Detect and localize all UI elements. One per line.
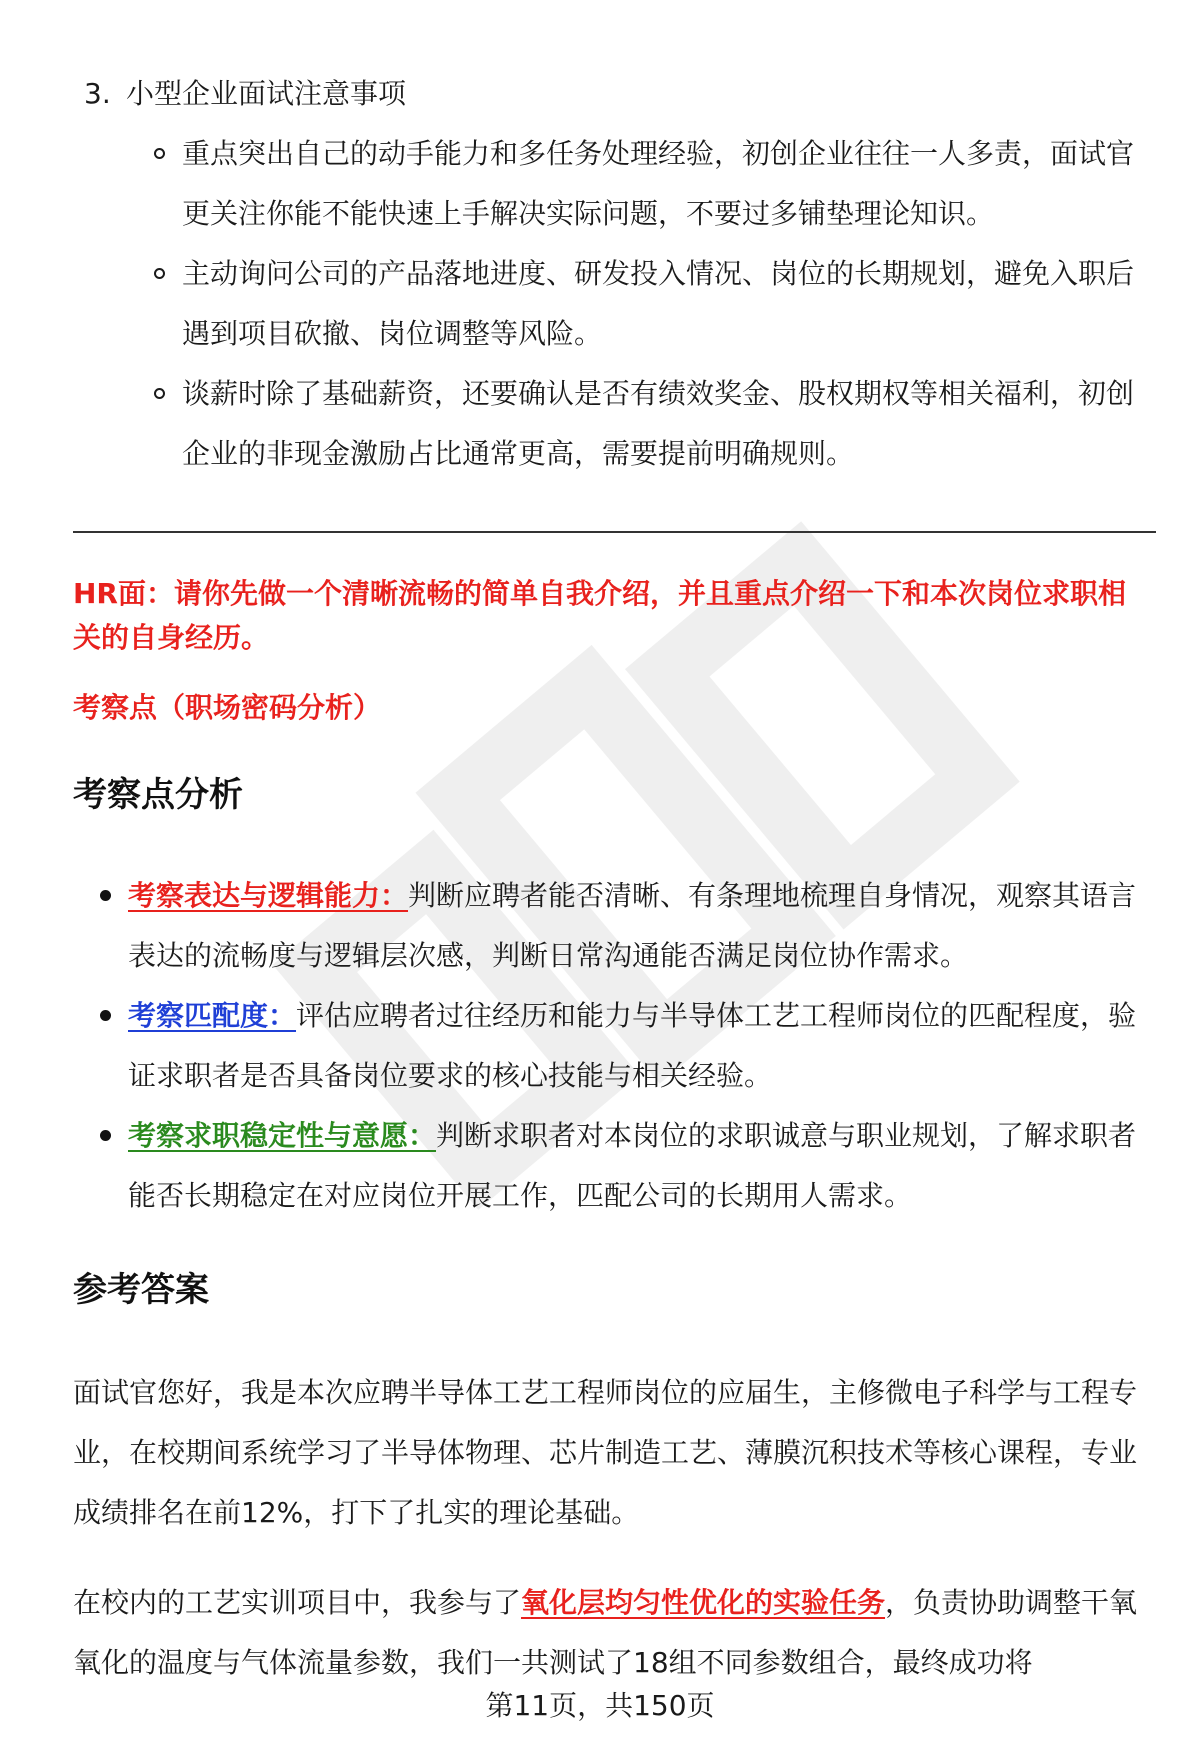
circle-bullet-icon (154, 268, 165, 279)
interview-question: HR面：请你先做一个清晰流畅的简单自我介绍，并且重点介绍一下和本次岗位求职相关的自身经历。 (73, 577, 1126, 654)
bullet-icon (100, 890, 111, 901)
list-item: 考察表达与逻辑能力：判断应聘者能否清晰、有条理地梳理自身情况，观察其语言表达的流畅度与逻辑层次感，判断日常沟通能否满足岗位协作需求。 (96, 866, 1156, 986)
divider (73, 531, 1156, 533)
section-title: 小型企业面试注意事项 (126, 77, 407, 110)
answer-paragraph-2: 在校内的工艺实训项目中，我参与了氧化层均匀性优化的实验任务，负责协助调整干氧氧化的温度与气体流量参数，我们一共测试了18组不同参数组合，最终成功将 (73, 1586, 1138, 1679)
bullet-icon (100, 1130, 111, 1141)
list-item: 重点突出自己的动手能力和多任务处理经验，初创企业往往一人多责，面试官更关注你能不能快速上手解决实际问题，不要过多铺垫理论知识。 (150, 124, 1140, 244)
answer-heading: 参考答案 (73, 1270, 209, 1310)
answer-paragraph-1: 面试官您好，我是本次应聘半导体工艺工程师岗位的应届生，主修微电子科学与工程专业，在校期间系统学习了半导体物理、芯片制造工艺、薄膜沉积技术等核心课程，专业成绩排名在前12%，打下了扎实的理论基础。 (73, 1376, 1138, 1529)
page-footer: 第11页，共150页 (485, 1689, 715, 1722)
section-3-heading (84, 72, 406, 116)
analysis-keyword: 考察表达与逻辑能力： (128, 879, 409, 912)
list-item: 考察匹配度：评估应聘者过往经历和能力与半导体工艺工程师岗位的匹配程度，验证求职者是否具备岗位要求的核心技能与相关经验。 (96, 986, 1156, 1106)
circle-bullet-icon (154, 388, 165, 399)
analysis-keyword: 考察求职稳定性与意愿： (128, 1119, 437, 1152)
analysis-keyword: 考察匹配度： (128, 999, 297, 1032)
analysis-list (96, 866, 1156, 1226)
tips-list (150, 124, 1140, 484)
list-item: 谈薪时除了基础薪资，还要确认是否有绩效奖金、股权期权等相关福利，初创企业的非现金激励占比通常更高，需要提前明确规则。 (150, 364, 1140, 484)
circle-bullet-icon (154, 148, 165, 159)
section-number: 3. (84, 77, 111, 110)
highlight-text: 氧化层均匀性优化的实验任务 (521, 1586, 886, 1619)
assessment-title: 考察点（职场密码分析） (73, 691, 382, 724)
list-item: 考察求职稳定性与意愿：判断求职者对本岗位的求职诚意与职业规划，了解求职者能否长期稳定在对应岗位开展工作，匹配公司的长期用人需求。 (96, 1106, 1156, 1226)
analysis-heading: 考察点分析 (73, 775, 243, 815)
list-item: 主动询问公司的产品落地进度、研发投入情况、岗位的长期规划，避免入职后遇到项目砍撤、岗位调整等风险。 (150, 244, 1140, 364)
bullet-icon (100, 1010, 111, 1021)
